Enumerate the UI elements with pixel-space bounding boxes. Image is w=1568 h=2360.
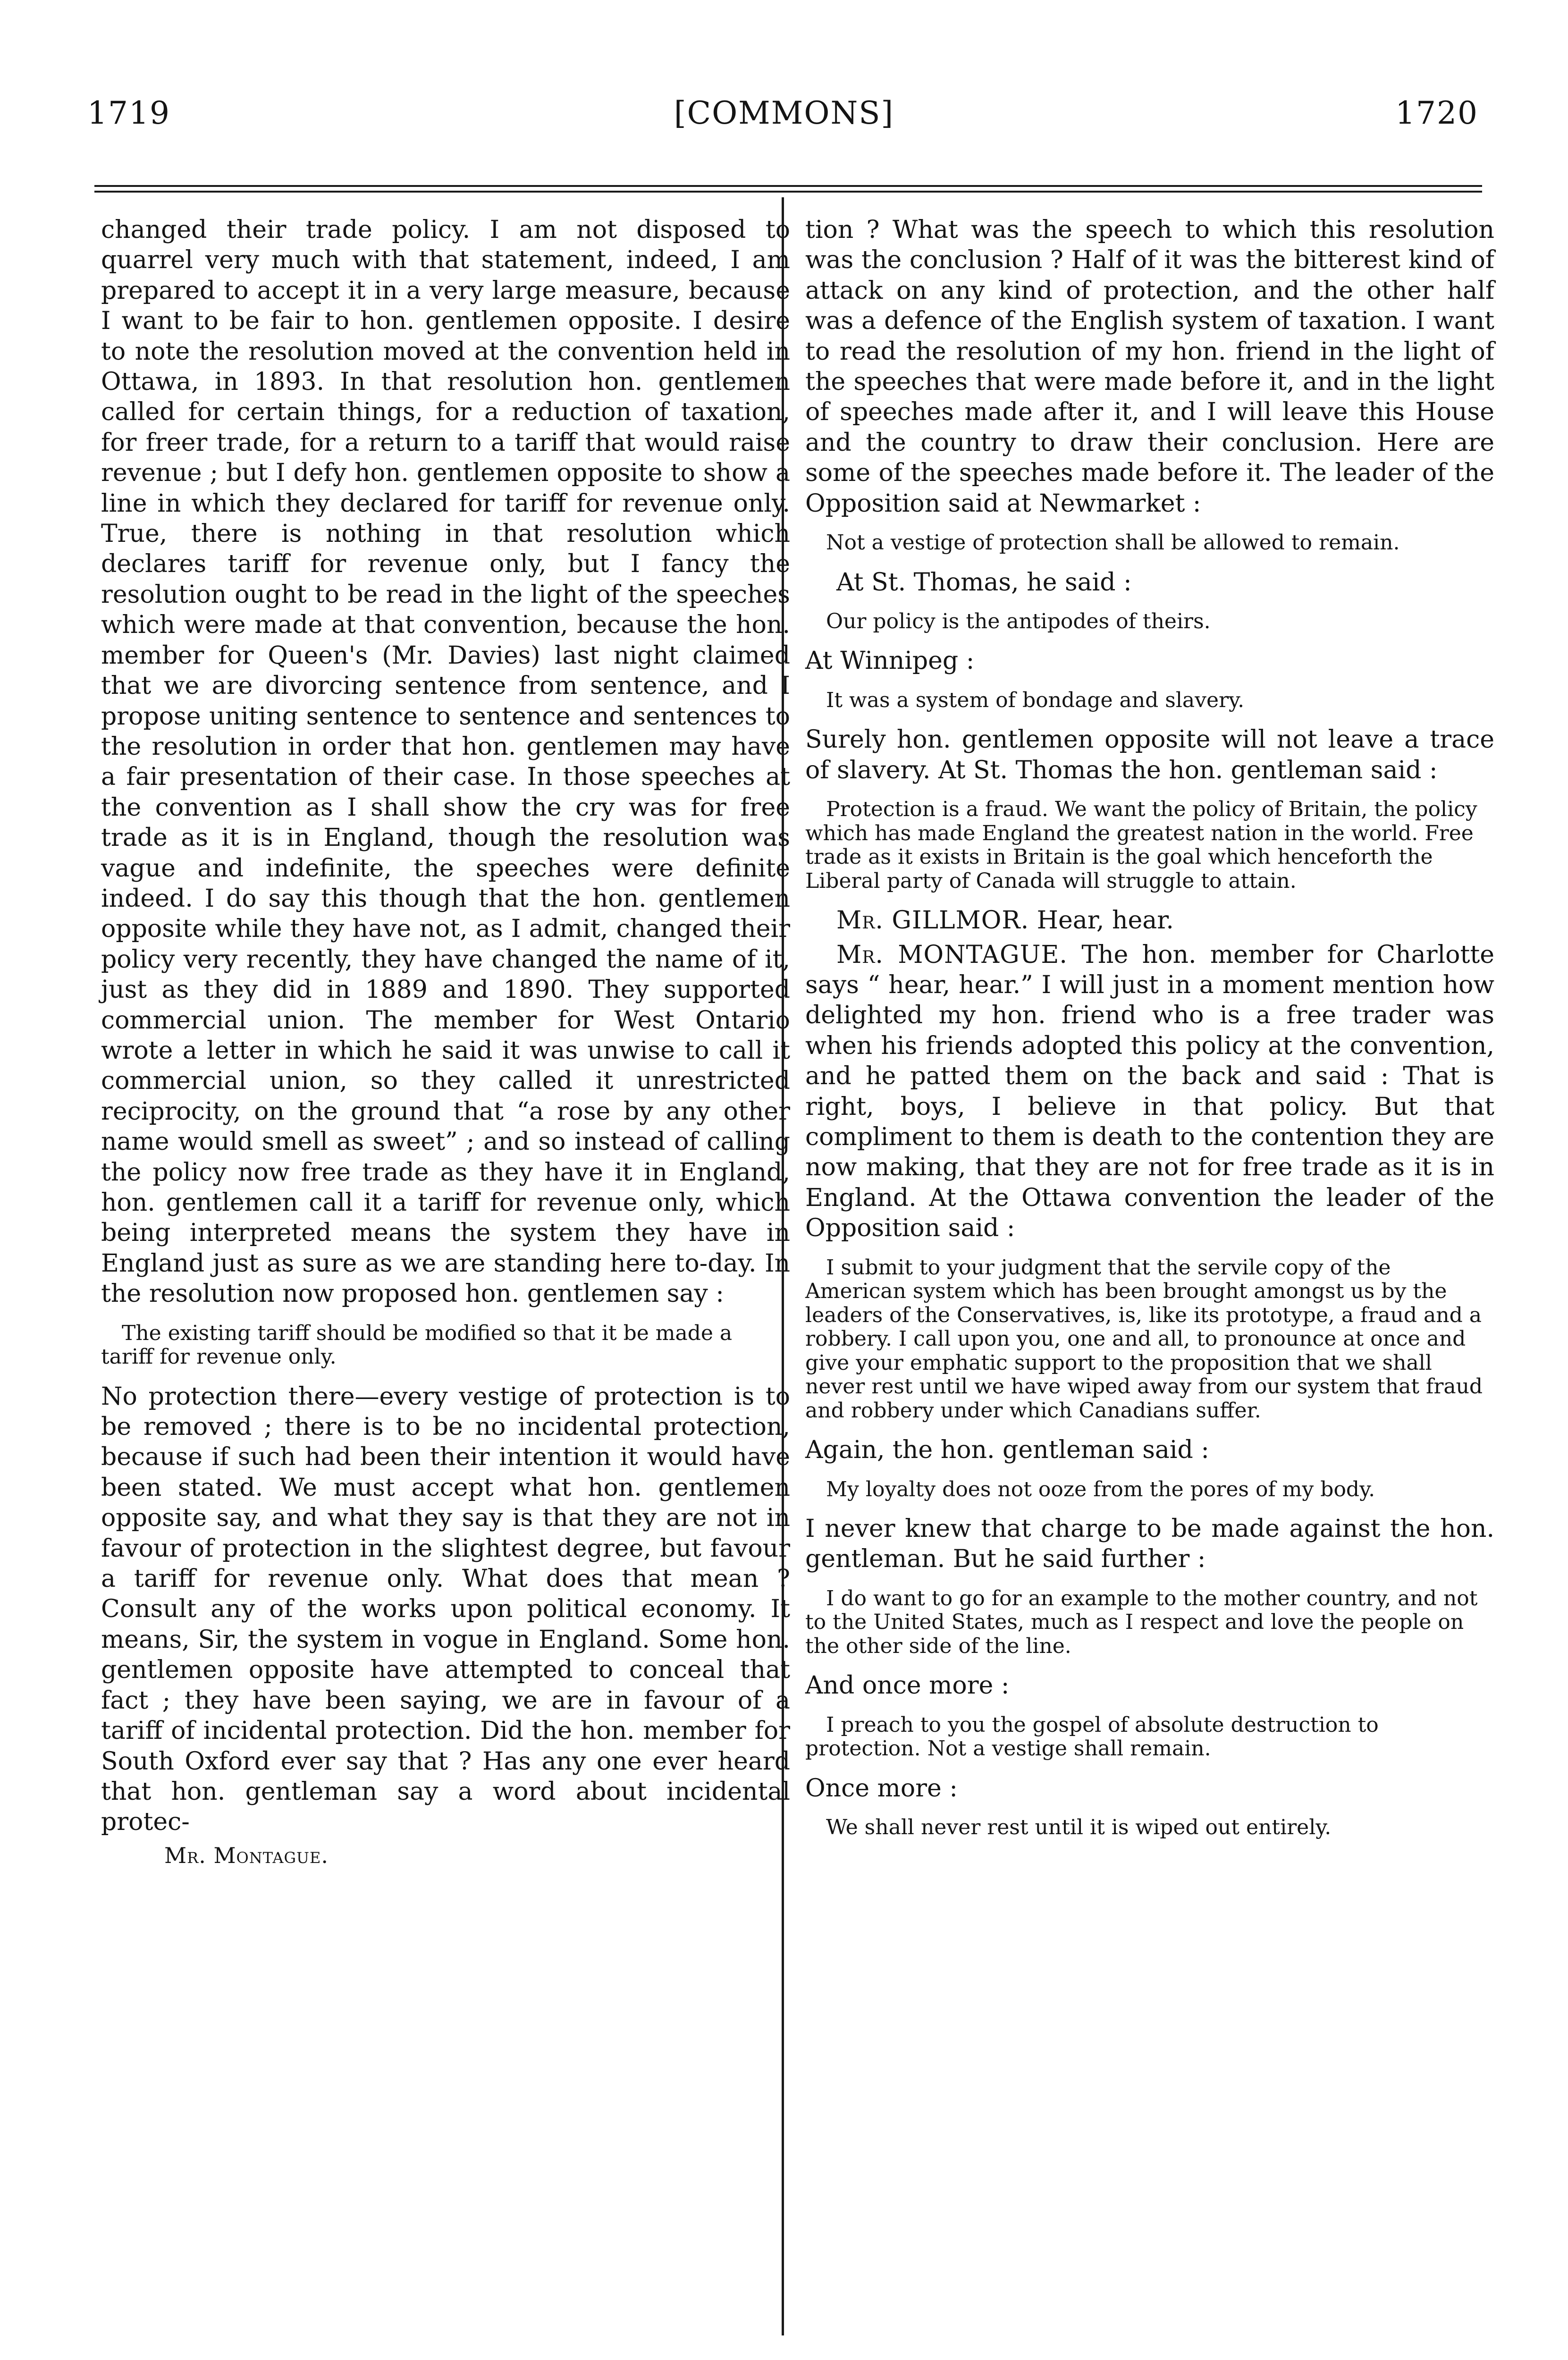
right-page-number: 1720 (1395, 95, 1478, 131)
right-quote-8-text: I preach to you the gospel of absolute destruction to protection. Not a vestige shall remain. (805, 1712, 1379, 1761)
right-paragraph-7: And once more : (805, 1671, 1010, 1700)
running-signature: Mr. Montague. (164, 1842, 329, 1868)
right-quote-2 (805, 610, 1494, 634)
right-paragraph-1: tion ? What was the speech to which this resolution was the conclusion ? Half of it was the bitterest kind of attack on any kind of protection, and the other half was a defence of the English system of taxation. I want to read the resolution of my hon. friend in the light of the speeches that were made before it, and in the light of speeches made after it, and I will leave this House and the country to draw their conclusion. Here are some of the speeches made before it. The leader of the Opposition said at Newmarket : (805, 216, 1494, 518)
left-quote-1 (101, 1322, 790, 1369)
right-quote-6-text: My loyalty does not ooze from the pores of my body. (826, 1477, 1375, 1501)
left-column (101, 215, 790, 1871)
right-quote-9-text: We shall never rest until it is wiped out entirely. (826, 1815, 1332, 1840)
right-quote-3 (805, 689, 1494, 713)
speech-gillmor-text: Hear, hear. (1037, 906, 1174, 935)
right-quote-6 (805, 1478, 1494, 1502)
right-quote-8 (805, 1713, 1494, 1761)
left-page-number: 1719 (87, 95, 170, 131)
left-paragraph-2: No protection there—every vestige of protection is to be removed ; there is to be no incidental protection, because if such had been their intention it would have been stated. We must accept what hon. gentlemen opposite say, and what they say is that they are not in favour of protection in the slightest degree, but favour a tariff for revenue only. What does that mean ? Consult any of the works upon political economy. It means, Sir, the system in vogue in England. Some hon. gentlemen opposite have attempted to conceal that fact ; they have been saying, we are in favour of a tariff of incidental protection. Did the hon. member for South Oxford ever say that ? Has any one ever heard that hon. gentleman say a word about incidental protec- (101, 1382, 790, 1837)
header-rule-bottom (94, 191, 1482, 193)
right-paragraph-5: Again, the hon. gentleman said : (805, 1436, 1209, 1465)
right-quote-5-text: I submit to your judgment that the servile copy of the American system which has been brought amongst us by the leaders of the Conservatives, is, like its prototype, a fraud and a robbery. I call upon you, one and all, to pronounce at once and give your emphatic support to the proposition that we shall never rest until we have wiped away from our system that fraud and robbery under which Canadians suffer. (805, 1255, 1483, 1423)
right-column (805, 215, 1494, 1852)
right-quote-9 (805, 1816, 1494, 1840)
speaker-montague: Mr. MONTAGUE. (836, 940, 1068, 969)
right-quote-1 (805, 531, 1494, 555)
right-quote-3-text: It was a system of bondage and slavery. (826, 688, 1245, 712)
right-paragraph-2: At St. Thomas, he said : (836, 568, 1132, 597)
right-quote-7-text: I do want to go for an example to the mother country, and not to the United States, much as I respect and love the people on the other side of the line. (805, 1586, 1478, 1658)
right-paragraph-4: Surely hon. gentlemen opposite will not leave a trace of slavery. At St. Thomas the hon. gentleman said : (805, 725, 1494, 784)
left-quote-1-text: The existing tariff should be modified so that it be made a tariff for revenue only. (101, 1321, 733, 1369)
left-paragraph-1: changed their trade policy. I am not disposed to quarrel very much with that statement, indeed, I am prepared to accept it in a very large measure, because I want to be fair to hon. gentlemen opposite. I desire to note the resolution moved at the convention held in Ottawa, in 1893. In that resolution hon. gentlemen called for certain things, for a reduction of taxation, for freer trade, for a return to a tariff that would raise revenue ; but I defy hon. gentlemen opposite to show a line in which they declared for tariff for revenue only. True, there is nothing in that resolution which declares tariff for revenue only, but I fancy the resolution ought to be read in the light of the speeches which were made at that convention, because the hon. member for Queen's (Mr. Davies) last night claimed that we are divorcing sentence from sentence, and I propose uniting sentence to sentence and sentences to the resolution in order that hon. gentlemen may have a fair presentation of their case. In those speeches at the convention as I shall show the cry was for free trade as it is in England, though the resolution was vague and indefinite, the speeches were definite indeed. I do say this though that the hon. gentlemen opposite while they have not, as I admit, changed their policy very recently, they have changed the name of it, just as they did in 1889 and 1890. They supported commercial union. The member for West Ontario wrote a letter in which he said it was unwise to call it commercial union, so they called it unrestricted reciprocity, on the ground that “a rose by any other name would smell as sweet” ; and so instead of calling the policy now free trade as they have it in England, hon. gentlemen call it a tariff for revenue only, which being interpreted means the system they have in England just as sure as we are standing here to-day. In the resolution now proposed hon. gentlemen say : (101, 216, 790, 1308)
speech-montague (805, 940, 1494, 1244)
right-paragraph-3: At Winnipeg : (805, 647, 975, 675)
speaker-gillmor: Mr. GILLMOR. (836, 906, 1029, 935)
right-quote-5 (805, 1256, 1494, 1423)
right-paragraph-8: Once more : (805, 1774, 958, 1803)
right-quote-1-text: Not a vestige of protection shall be allowed to remain. (826, 531, 1400, 555)
speech-gillmor (805, 905, 1494, 936)
right-quote-4-text: Protection is a fraud. We want the policy of Britain, the policy which has made England the greatest nation in the world. Free trade as it exists in Britain is the goal which henceforth the Liberal party of Canada will struggle to attain. (805, 797, 1477, 893)
right-quote-4 (805, 798, 1494, 893)
right-paragraph-6: I never knew that charge to be made against the hon. gentleman. But he said further : (805, 1515, 1494, 1574)
right-quote-7 (805, 1587, 1494, 1659)
running-header-title: [COMMONS] (674, 95, 894, 131)
speech-montague-text: The hon. member for Charlotte says “ hear, hear.” I will just in a moment mention how delighted my hon. friend who is a free trader was when his friends adopted this policy at the convention, and he patted them on the back and said : That is right, boys, I believe in that policy. But that compliment to them is death to the contention they are now making, that they are not for free trade as it is in England. At the Ottawa convention the leader of the Opposition said : (805, 940, 1495, 1243)
header-rule-top (94, 185, 1482, 187)
right-quote-2-text: Our policy is the antipodes of theirs. (826, 609, 1211, 633)
